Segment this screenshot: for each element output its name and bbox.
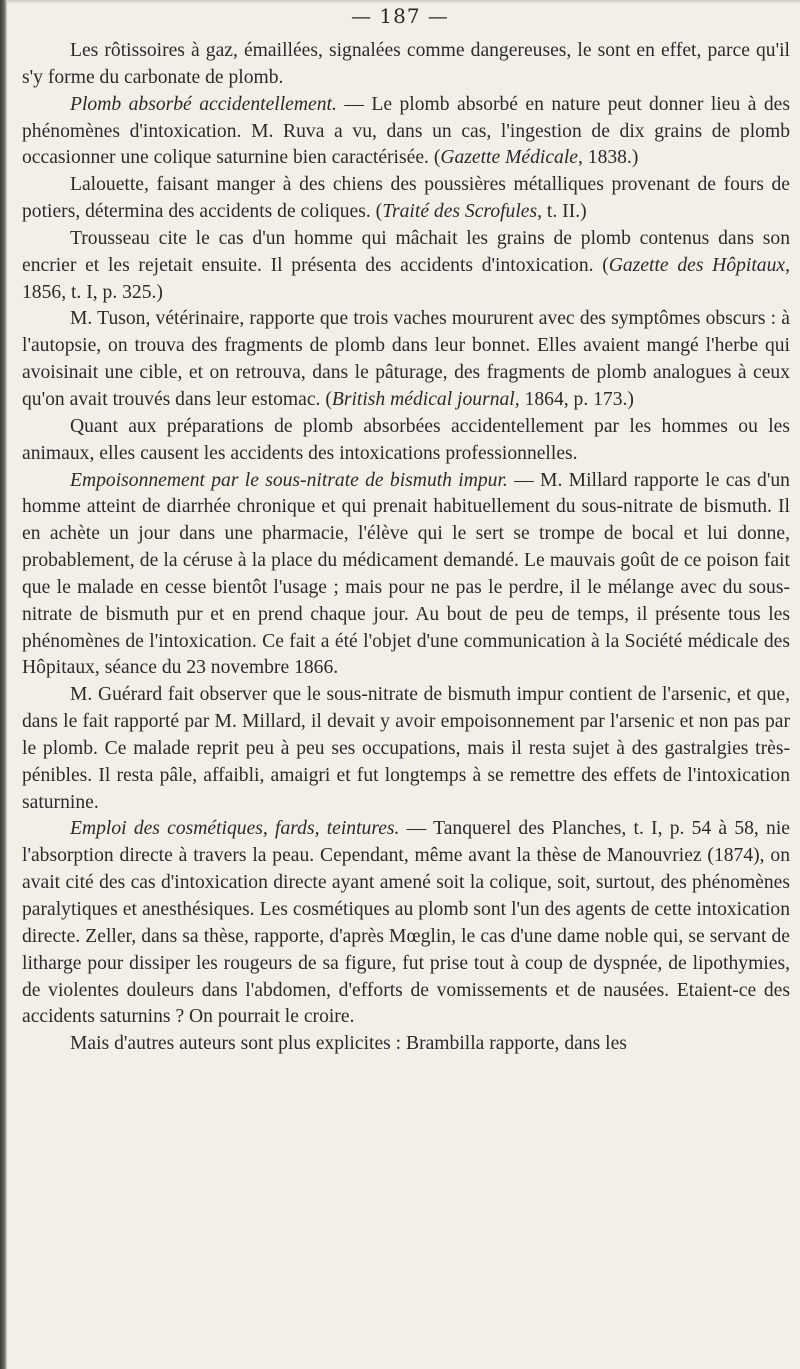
- text-run: Lalouette, faisant manger à des chiens des poussières métalliques provenant de fours de potiers, détermina des accidents de coliques. (: [22, 174, 790, 223]
- citation-title: Traité des Scrofules,: [382, 201, 543, 223]
- paragraph: [22, 1031, 790, 1058]
- text-run: M. Tuson, vétérinaire, rapporte que trois vaches moururent avec des symptômes obscurs : à l'autopsie, on trouva des fragments de plomb dans leur bonnet. Elles avaient mangé l'herbe qui avoisinait une cible, et on retrouva, dans le pâturage, des fragments de plomb analogues à ceux qu'on avait trouvés dans leur estomac. (: [22, 308, 790, 410]
- section-heading: Empoisonnement par le sous-nitrate de bismuth impur.: [70, 469, 508, 491]
- citation-title: British médical journal,: [331, 388, 520, 410]
- text-run: Les rôtissoires à gaz, émaillées, signalées comme dangereuses, le sont en effet, parce qu'il s'y forme du carbonate de plomb.: [22, 40, 790, 88]
- paragraph: [22, 306, 790, 413]
- paragraph: [22, 468, 790, 683]
- page-number: — 187 —: [351, 4, 449, 28]
- text-run: Quant aux préparations de plomb absorbées accidentellement par les hommes ou les animaux, elles causent les accidents des intoxications professionnelles.: [22, 415, 790, 464]
- paragraph: [22, 226, 790, 307]
- paragraph: [22, 92, 790, 173]
- paragraph: [22, 682, 790, 816]
- body-text: [22, 38, 790, 1058]
- paragraph: [22, 172, 790, 226]
- page-binding-edge: [0, 0, 7, 1369]
- text-run: — Le plomb absorbé en nature peut donner lieu à des phénomènes d'intoxication. M. Ruva a vu, dans un cas, l'ingestion de dix grains de plomb occasionner une colique saturnine bien caractérisée. (: [22, 93, 790, 169]
- citation-title: Gazette des Hôpitaux,: [608, 254, 790, 276]
- text-run: 1838.): [582, 147, 639, 169]
- section-heading: Plomb absorbé accidentellement.: [70, 93, 337, 115]
- text-run: M. Guérard fait observer que le sous-nitrate de bismuth impur contient de l'arsenic, et que, dans le fait rapporté par M. Millard, il devait y avoir empoisonnement par l'arsenic et non pas par le plomb. Ce malade reprit peu à peu ses occupations, mais il resta sujet à des gastralgies très-pénibles. Il resta pâle, affaibli, amaigri et fut longtemps à se remettre des effets de l'intoxication saturnine.: [22, 684, 790, 813]
- text-run: 1856, t. I, p. 325.): [22, 281, 163, 303]
- paragraph: [22, 38, 790, 92]
- section-heading: Emploi des cosmétiques, fards, teintures.: [70, 818, 400, 840]
- paragraph: [22, 414, 790, 468]
- text-run: — Tanquerel des Planches, t. I, p. 54 à 58, nie l'absorption directe à travers la peau. Cependant, même avant la thèse de Manouvriez (1874), on avait cité des cas d'intoxication directe ayant amené soit la colique, soit, surtout, des phénomènes paralytiques et anesthésiques. Les cosmétiques au plomb sont l'un des agents de cette intoxication directe. Zeller, dans sa thèse, rapporte, d'après Mœglin, le cas d'une dame noble qui, se servant de litharge pour dissiper les rougeurs de sa figure, fut prise tout à coup de dyspnée, de lipothymies, de violentes douleurs dans l'abdomen, d'efforts de vomissements et de nausées. Etaient-ce des accidents saturnins ? On pourrait le croire.: [22, 818, 790, 1028]
- text-run: — M. Millard rapporte le cas d'un homme atteint de diarrhée chronique et qui prenait habituellement du sous-nitrate de bismuth. Il en achète un jour dans une pharmacie, l'élève qui le sert se trompe de bocal et lui donne, probablement, de la céruse à la place du médicament demandé. Le mauvais goût de ce poison fait que le malade en cesse bientôt l'usage ; mais pour ne pas le perdre, il le mélange avec du sous-nitrate de bismuth pur et en prend chaque jour. Au bout de peu de temps, il présente tous les phénomènes de l'intoxication. Ce fait a été l'objet d'une communication à la Société médicale des Hôpitaux, séance du 23 novembre 1866.: [22, 469, 790, 679]
- text-run: Mais d'autres auteurs sont plus explicites : Brambilla rapporte, dans les: [70, 1033, 627, 1055]
- text-run: Trousseau cite le cas d'un homme qui mâchait les grains de plomb contenus dans son encrier et les rejetait ensuite. Il présenta des accidents d'intoxication. (: [22, 227, 790, 276]
- citation-title: Gazette Médicale,: [440, 147, 583, 169]
- text-run: t. II.): [542, 201, 587, 223]
- paragraph: [22, 816, 790, 1031]
- text-run: 1864, p. 173.): [519, 388, 634, 410]
